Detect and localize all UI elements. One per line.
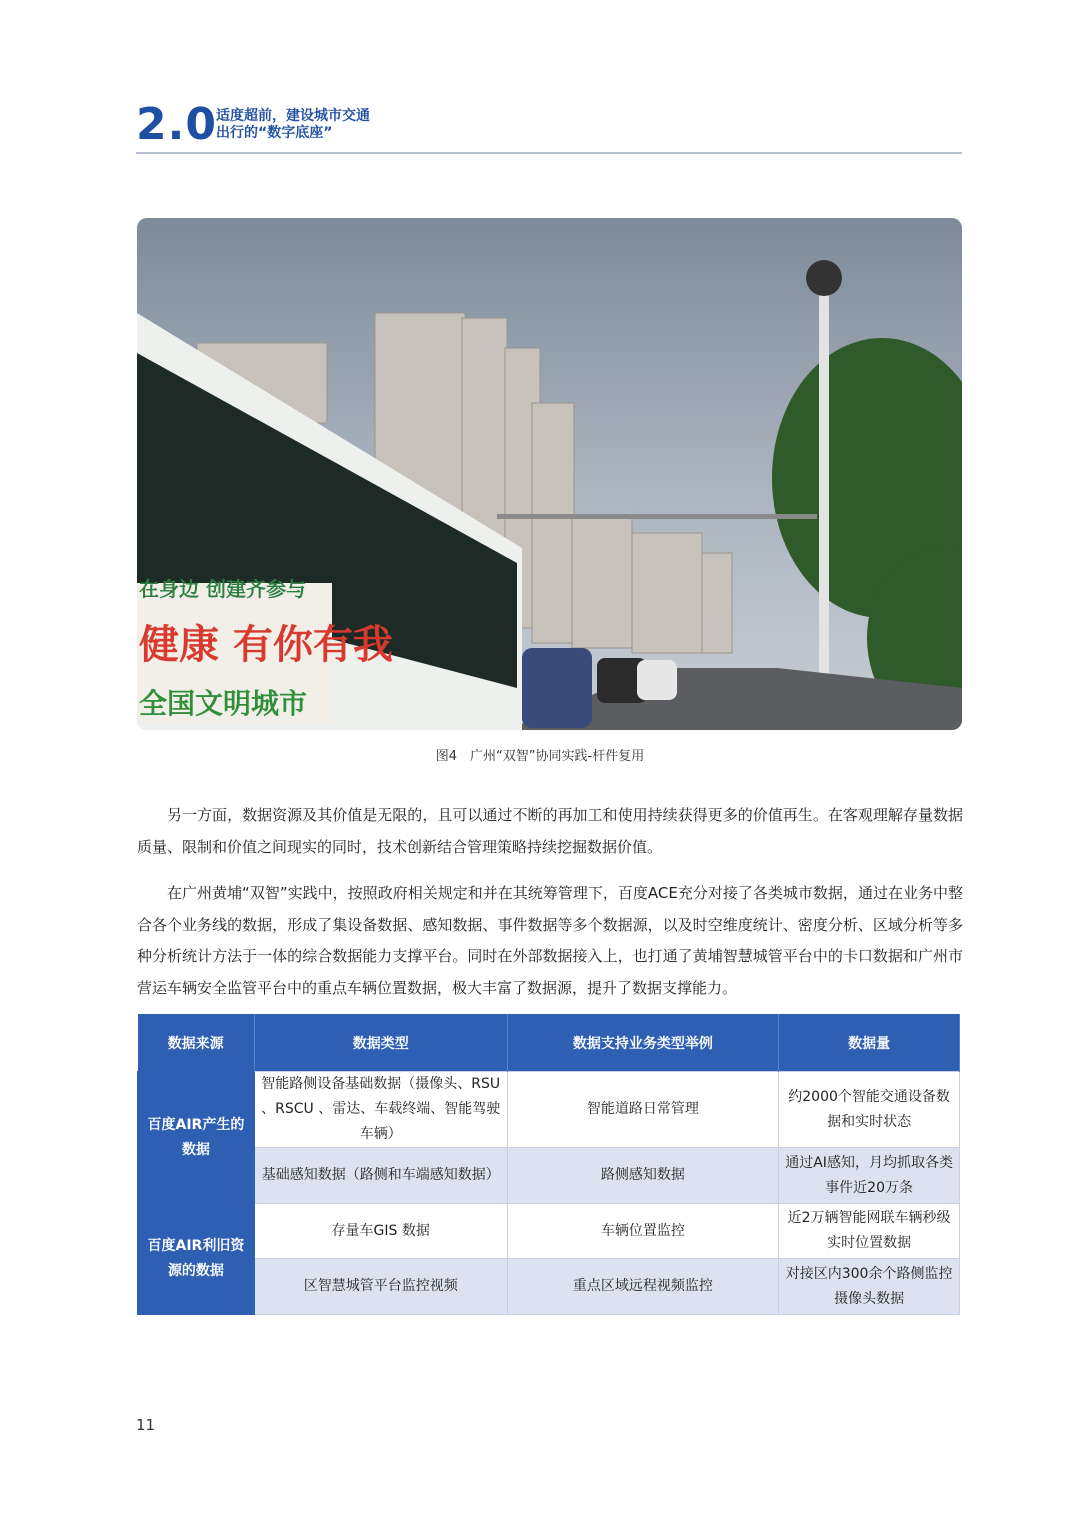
- figure-caption: 图4 广州“双智”协同实践-杆件复用: [435, 749, 645, 764]
- header-cell: 数据类型: [254, 1014, 507, 1072]
- table-row: [138, 1259, 960, 1315]
- data-source-table: [137, 1014, 960, 1315]
- street-photo: [137, 218, 962, 730]
- chapter-header: [136, 99, 962, 154]
- header-divider: [136, 152, 962, 154]
- table-cell: 基础感知数据（路侧和车端感知数据）: [254, 1148, 507, 1204]
- bus-slogan-top: 在身边 创建齐参与: [139, 577, 306, 601]
- table-row: [138, 1204, 960, 1259]
- table-cell: 通过AI感知，月均抓取各类事件近20万条: [779, 1148, 960, 1204]
- chapter-title-line1: 适度超前，建设城市交通: [216, 108, 370, 124]
- chapter-title: [216, 108, 370, 142]
- table-cell: 重点区域远程视频监控: [507, 1259, 779, 1315]
- table-row: [138, 1072, 960, 1148]
- table-cell: 近2万辆智能网联车辆秒级实时位置数据: [779, 1204, 960, 1259]
- bus-slogan-main: 健康 有你有我: [139, 622, 393, 668]
- table-cell: 存量车GIS 数据: [254, 1204, 507, 1259]
- lamp-pole: [819, 278, 829, 698]
- signal-arm: [497, 514, 817, 519]
- bus-slogan-bottom: 全国文明城市: [139, 687, 308, 720]
- table-cell: 智能路侧设备基础数据（摄像头、RSU 、RSCU 、雷达、车载终端、智能驾驶车辆）: [254, 1072, 507, 1148]
- chapter-title-line2: 出行的“数字底座”: [216, 125, 333, 141]
- table-cell: 智能道路日常管理: [507, 1072, 779, 1148]
- page-number: 11: [136, 1416, 156, 1434]
- table-header-row: [138, 1014, 960, 1072]
- body-paragraph-1: 另一方面，数据资源及其价值是无限的，且可以通过不断的再加工和使用持续获得更多的价值再生。在客观理解存量数据质量、限制和价值之间现实的同时，技术创新结合管理策略持续挖掘数据价值。: [137, 806, 963, 856]
- source-cell: 百度AIR产生的数据: [138, 1072, 255, 1204]
- table-cell: 约2000个智能交通设备数据和实时状态: [779, 1072, 960, 1148]
- chapter-number: 2.0: [136, 99, 217, 150]
- header-cell: 数据量: [779, 1014, 960, 1072]
- header-cell: 数据来源: [138, 1014, 255, 1072]
- table-cell: 区智慧城管平台监控视频: [254, 1259, 507, 1315]
- table-cell: 对接区内300余个路侧监控摄像头数据: [779, 1259, 960, 1315]
- body-paragraph-2: 在广州黄埔“双智”实践中，按照政府相关规定和并在其统筹管理下，百度ACE充分对接了各类城市数据，通过在业务中整合各个业务线的数据，形成了集设备数据、感知数据、事件数据等多个数据源，以及时空维度统计、密度分析、区域分析等多种分析统计方法于一体的综合数据能力支撑平台。同时在外部数据接入上，也打通了黄埔智慧城管平台中的卡口数据和广州市营运车辆安全监管平台中的重点车辆位置数据，极大丰富了数据源，提升了数据支撑能力。: [137, 884, 963, 997]
- table-row: [138, 1148, 960, 1204]
- header-cell: 数据支持业务类型举例: [507, 1014, 779, 1072]
- source-cell: 百度AIR利旧资源的数据: [138, 1204, 255, 1315]
- lamp-head: [806, 260, 842, 296]
- table-cell: 路侧感知数据: [507, 1148, 779, 1204]
- table-cell: 车辆位置监控: [507, 1204, 779, 1259]
